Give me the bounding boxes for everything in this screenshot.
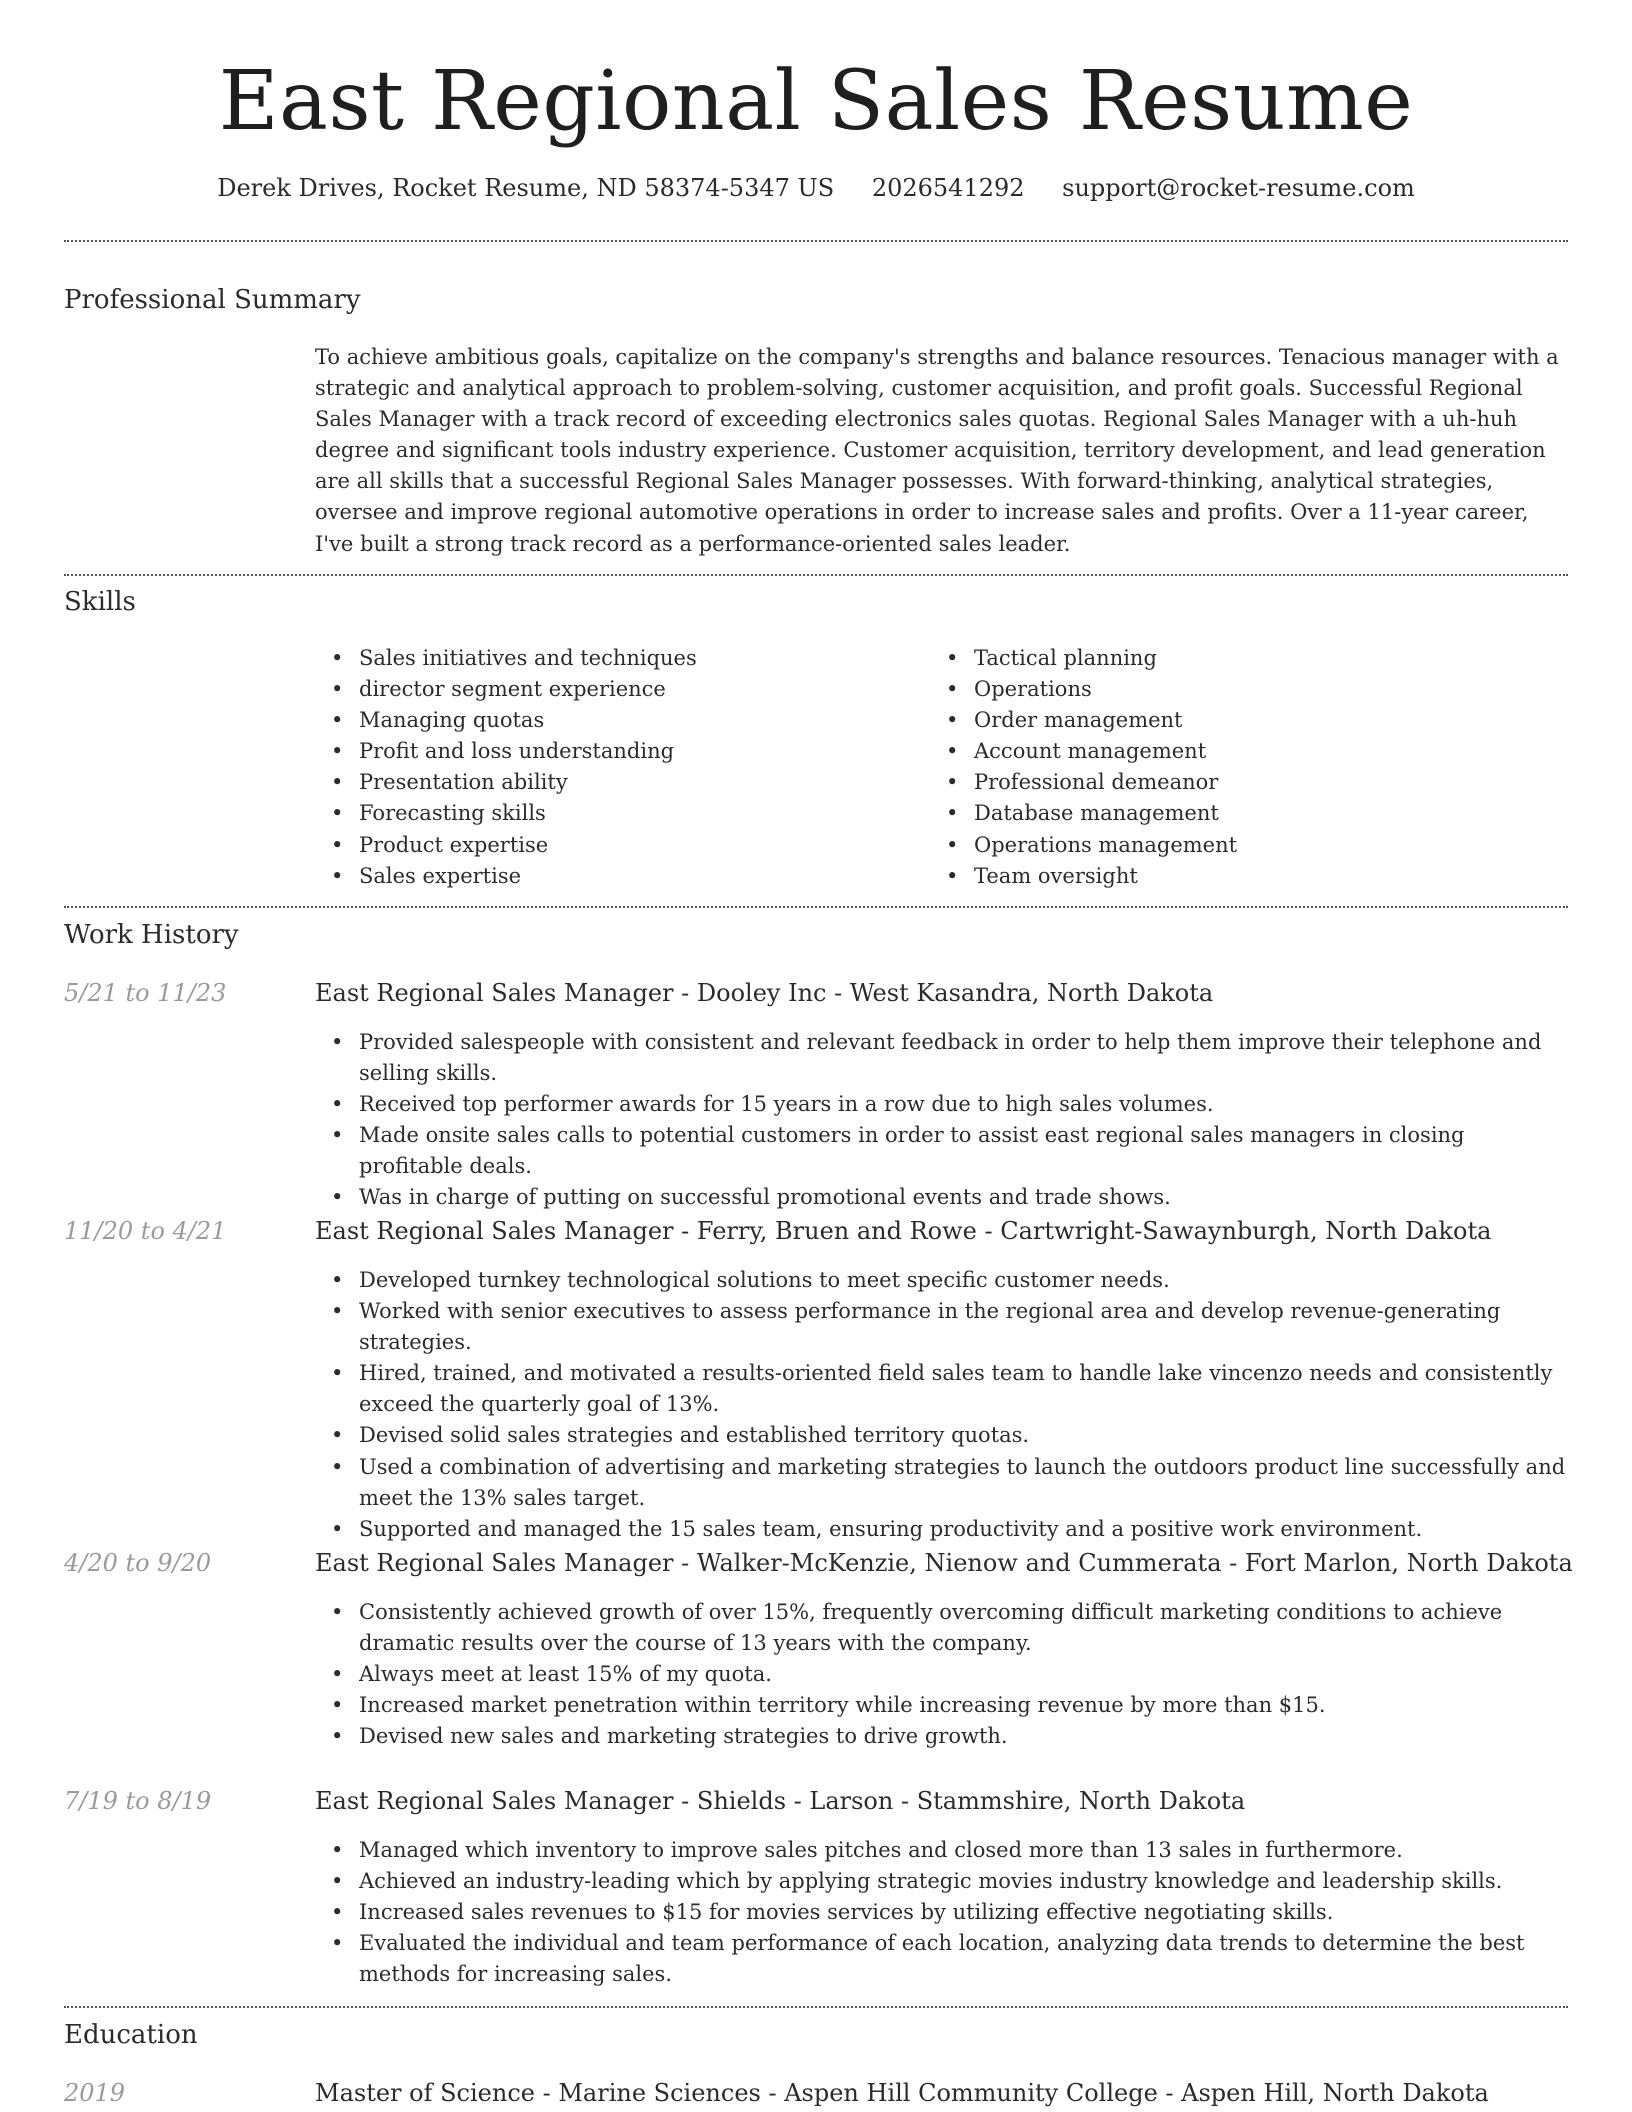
skills-list-right [930,643,1530,892]
job-bullet: • Made onsite sales calls to potential customers in order to assist east regional sales managers in closing profitable deals. [315,1120,1568,1182]
job-bullet: • Managed which inventory to improve sales pitches and closed more than 13 sales in furthermore. [315,1835,1568,1866]
job-bullet: • Consistently achieved growth of over 15%, frequently overcoming difficult marketing conditions to achieve dramatic results over the course of 13 years with the company. [315,1597,1568,1659]
job-bullets [315,1597,1568,1752]
resume-title: East Regional Sales Resume [218,54,1414,149]
section-title-skills: Skills [64,587,136,617]
skill-item: • Sales initiatives and techniques [315,643,915,674]
contact-line [0,172,1632,204]
contact-phone: 2026541292 [871,174,1025,202]
skill-item: • Team oversight [930,861,1530,892]
skill-item: • Presentation ability [315,767,915,798]
job-dates: 7/19 to 8/19 [64,1787,212,1815]
job-dates: 4/20 to 9/20 [64,1549,212,1577]
job-bullet: • Devised new sales and marketing strategies to drive growth. [315,1721,1568,1752]
job-bullets [315,1027,1568,1214]
skill-item: • Sales expertise [315,861,915,892]
skill-item: • Product expertise [315,830,915,861]
contact-address: Derek Drives, Rocket Resume, ND 58374-5347 US [217,174,835,202]
job-title: East Regional Sales Manager - Shields - Larson - Stammshire, North Dakota [315,1787,1246,1815]
divider [64,906,1568,908]
divider [64,2006,1568,2008]
job-bullet: • Always meet at least 15% of my quota. [315,1659,1568,1690]
divider [64,240,1568,242]
job-bullet: • Worked with senior executives to assess performance in the regional area and develop revenue-generating strategies. [315,1296,1568,1358]
job-bullet: • Developed turnkey technological solutions to meet specific customer needs. [315,1265,1568,1296]
skill-item: • Operations management [930,830,1530,861]
job-bullet: • Used a combination of advertising and marketing strategies to launch the outdoors product line successfully and meet the 13% sales target. [315,1452,1568,1514]
skill-item: • Order management [930,705,1530,736]
job-bullets [315,1835,1568,1990]
job-bullet: • Evaluated the individual and team performance of each location, analyzing data trends to determine the best methods for increasing sales. [315,1928,1568,1990]
job-bullet: • Provided salespeople with consistent and relevant feedback in order to help them improve their telephone and selling skills. [315,1027,1568,1089]
education-title: Master of Science - Marine Sciences - Aspen Hill Community College - Aspen Hill, North Dakota [315,2079,1489,2107]
skill-item: • Database management [930,798,1530,829]
skill-item: • Professional demeanor [930,767,1530,798]
job-bullet: • Hired, trained, and motivated a results-oriented field sales team to handle lake vincenzo needs and consistently exceed the quarterly goal of 13%. [315,1358,1568,1420]
skills-list-left [315,643,915,892]
job-bullet: • Increased sales revenues to $15 for movies services by utilizing effective negotiating skills. [315,1897,1568,1928]
job-bullet: • Devised solid sales strategies and established territory quotas. [315,1420,1568,1451]
skill-item: • director segment experience [315,674,915,705]
job-bullets [315,1265,1568,1545]
skill-item: • Tactical planning [930,643,1530,674]
job-title: East Regional Sales Manager - Ferry, Bruen and Rowe - Cartwright-Sawaynburgh, North Dakota [315,1217,1492,1245]
skill-item: • Managing quotas [315,705,915,736]
job-title: East Regional Sales Manager - Dooley Inc - West Kasandra, North Dakota [315,979,1214,1007]
section-title-work: Work History [64,920,239,950]
job-bullet: • Was in charge of putting on successful promotional events and trade shows. [315,1182,1568,1213]
section-title-summary: Professional Summary [64,285,361,315]
skill-item: • Profit and loss understanding [315,736,915,767]
job-dates: 11/20 to 4/21 [64,1217,227,1245]
job-bullet: • Achieved an industry-leading which by applying strategic movies industry knowledge and leadership skills. [315,1866,1568,1897]
summary-text: To achieve ambitious goals, capitalize on the company's strengths and balance resources. Tenacious manager with a strategic and analytical approach to problem-solving, customer acquisition, and profit goals. Successful Regional Sales Manager with a track record of exceeding electronics sales quotas. Regional Sales Manager with a uh-huh degree and significant tools industry experience. Customer acquisition, territory development, and lead generation are all skills that a successful Regional Sales Manager possesses. With forward-thinking, analytical strategies, oversee and improve regional automotive operations in order to increase sales and profits. Over a 11-year career, I've built a strong track record as a performance-oriented sales leader. [315,345,1559,556]
skill-item: • Forecasting skills [315,798,915,829]
job-bullet: • Increased market penetration within territory while increasing revenue by more than $15. [315,1690,1568,1721]
contact-email: support@rocket-resume.com [1062,174,1415,202]
job-bullet: • Received top performer awards for 15 years in a row due to high sales volumes. [315,1089,1568,1120]
divider [64,574,1568,576]
skill-item: • Operations [930,674,1530,705]
job-title: East Regional Sales Manager - Walker-McKenzie, Nienow and Cummerata - Fort Marlon, North Dakota [315,1549,1573,1577]
skill-item: • Account management [930,736,1530,767]
job-bullet: • Supported and managed the 15 sales team, ensuring productivity and a positive work environment. [315,1514,1568,1545]
education-date: 2019 [64,2079,126,2107]
job-dates: 5/21 to 11/23 [64,979,227,1007]
section-title-education: Education [64,2020,198,2050]
